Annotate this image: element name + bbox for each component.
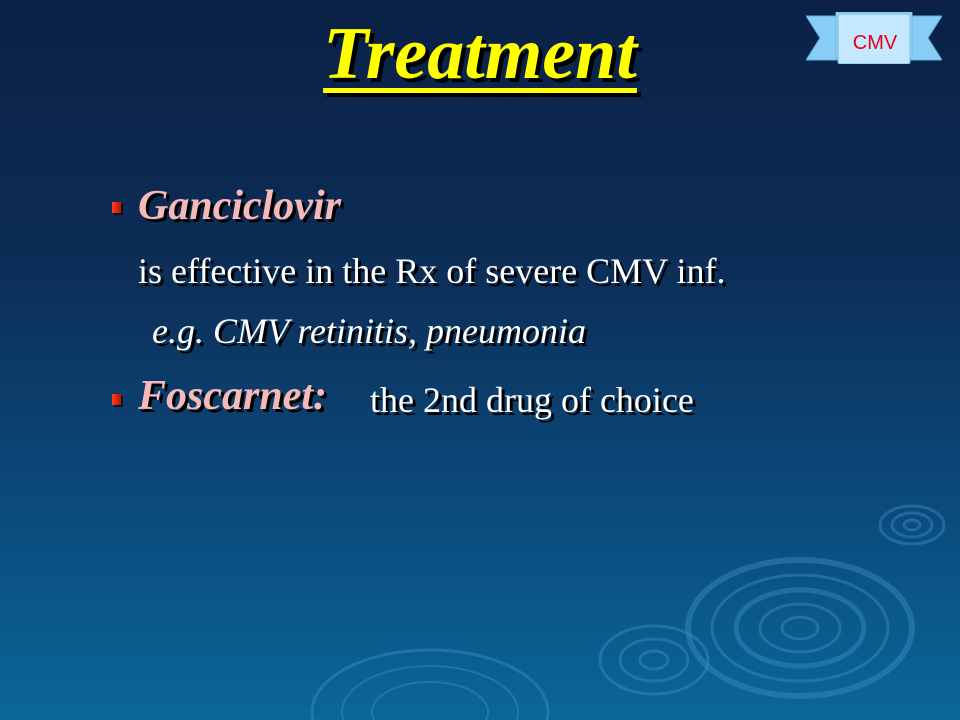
- ganciclovir-examples: e.g. CMV retinitis, pneumonia: [152, 311, 586, 351]
- drug-name-ganciclovir: Ganciclovir: [138, 183, 341, 229]
- slide-title-text: Treatment: [323, 13, 637, 95]
- bullet-marker-icon: [112, 394, 121, 405]
- badge-label: CMV: [852, 31, 898, 54]
- drug-name-foscarnet: Foscarnet: [138, 373, 314, 419]
- cmv-badge[interactable]: [806, 12, 942, 64]
- ganciclovir-description: is effective in the Rx of severe CMV inf.: [138, 251, 726, 291]
- drug-name-colon: :: [313, 373, 328, 419]
- drug-name-foscarnet-row: [138, 372, 327, 420]
- bullet-marker-icon: [112, 202, 121, 213]
- foscarnet-description: the 2nd drug of choice: [370, 380, 694, 420]
